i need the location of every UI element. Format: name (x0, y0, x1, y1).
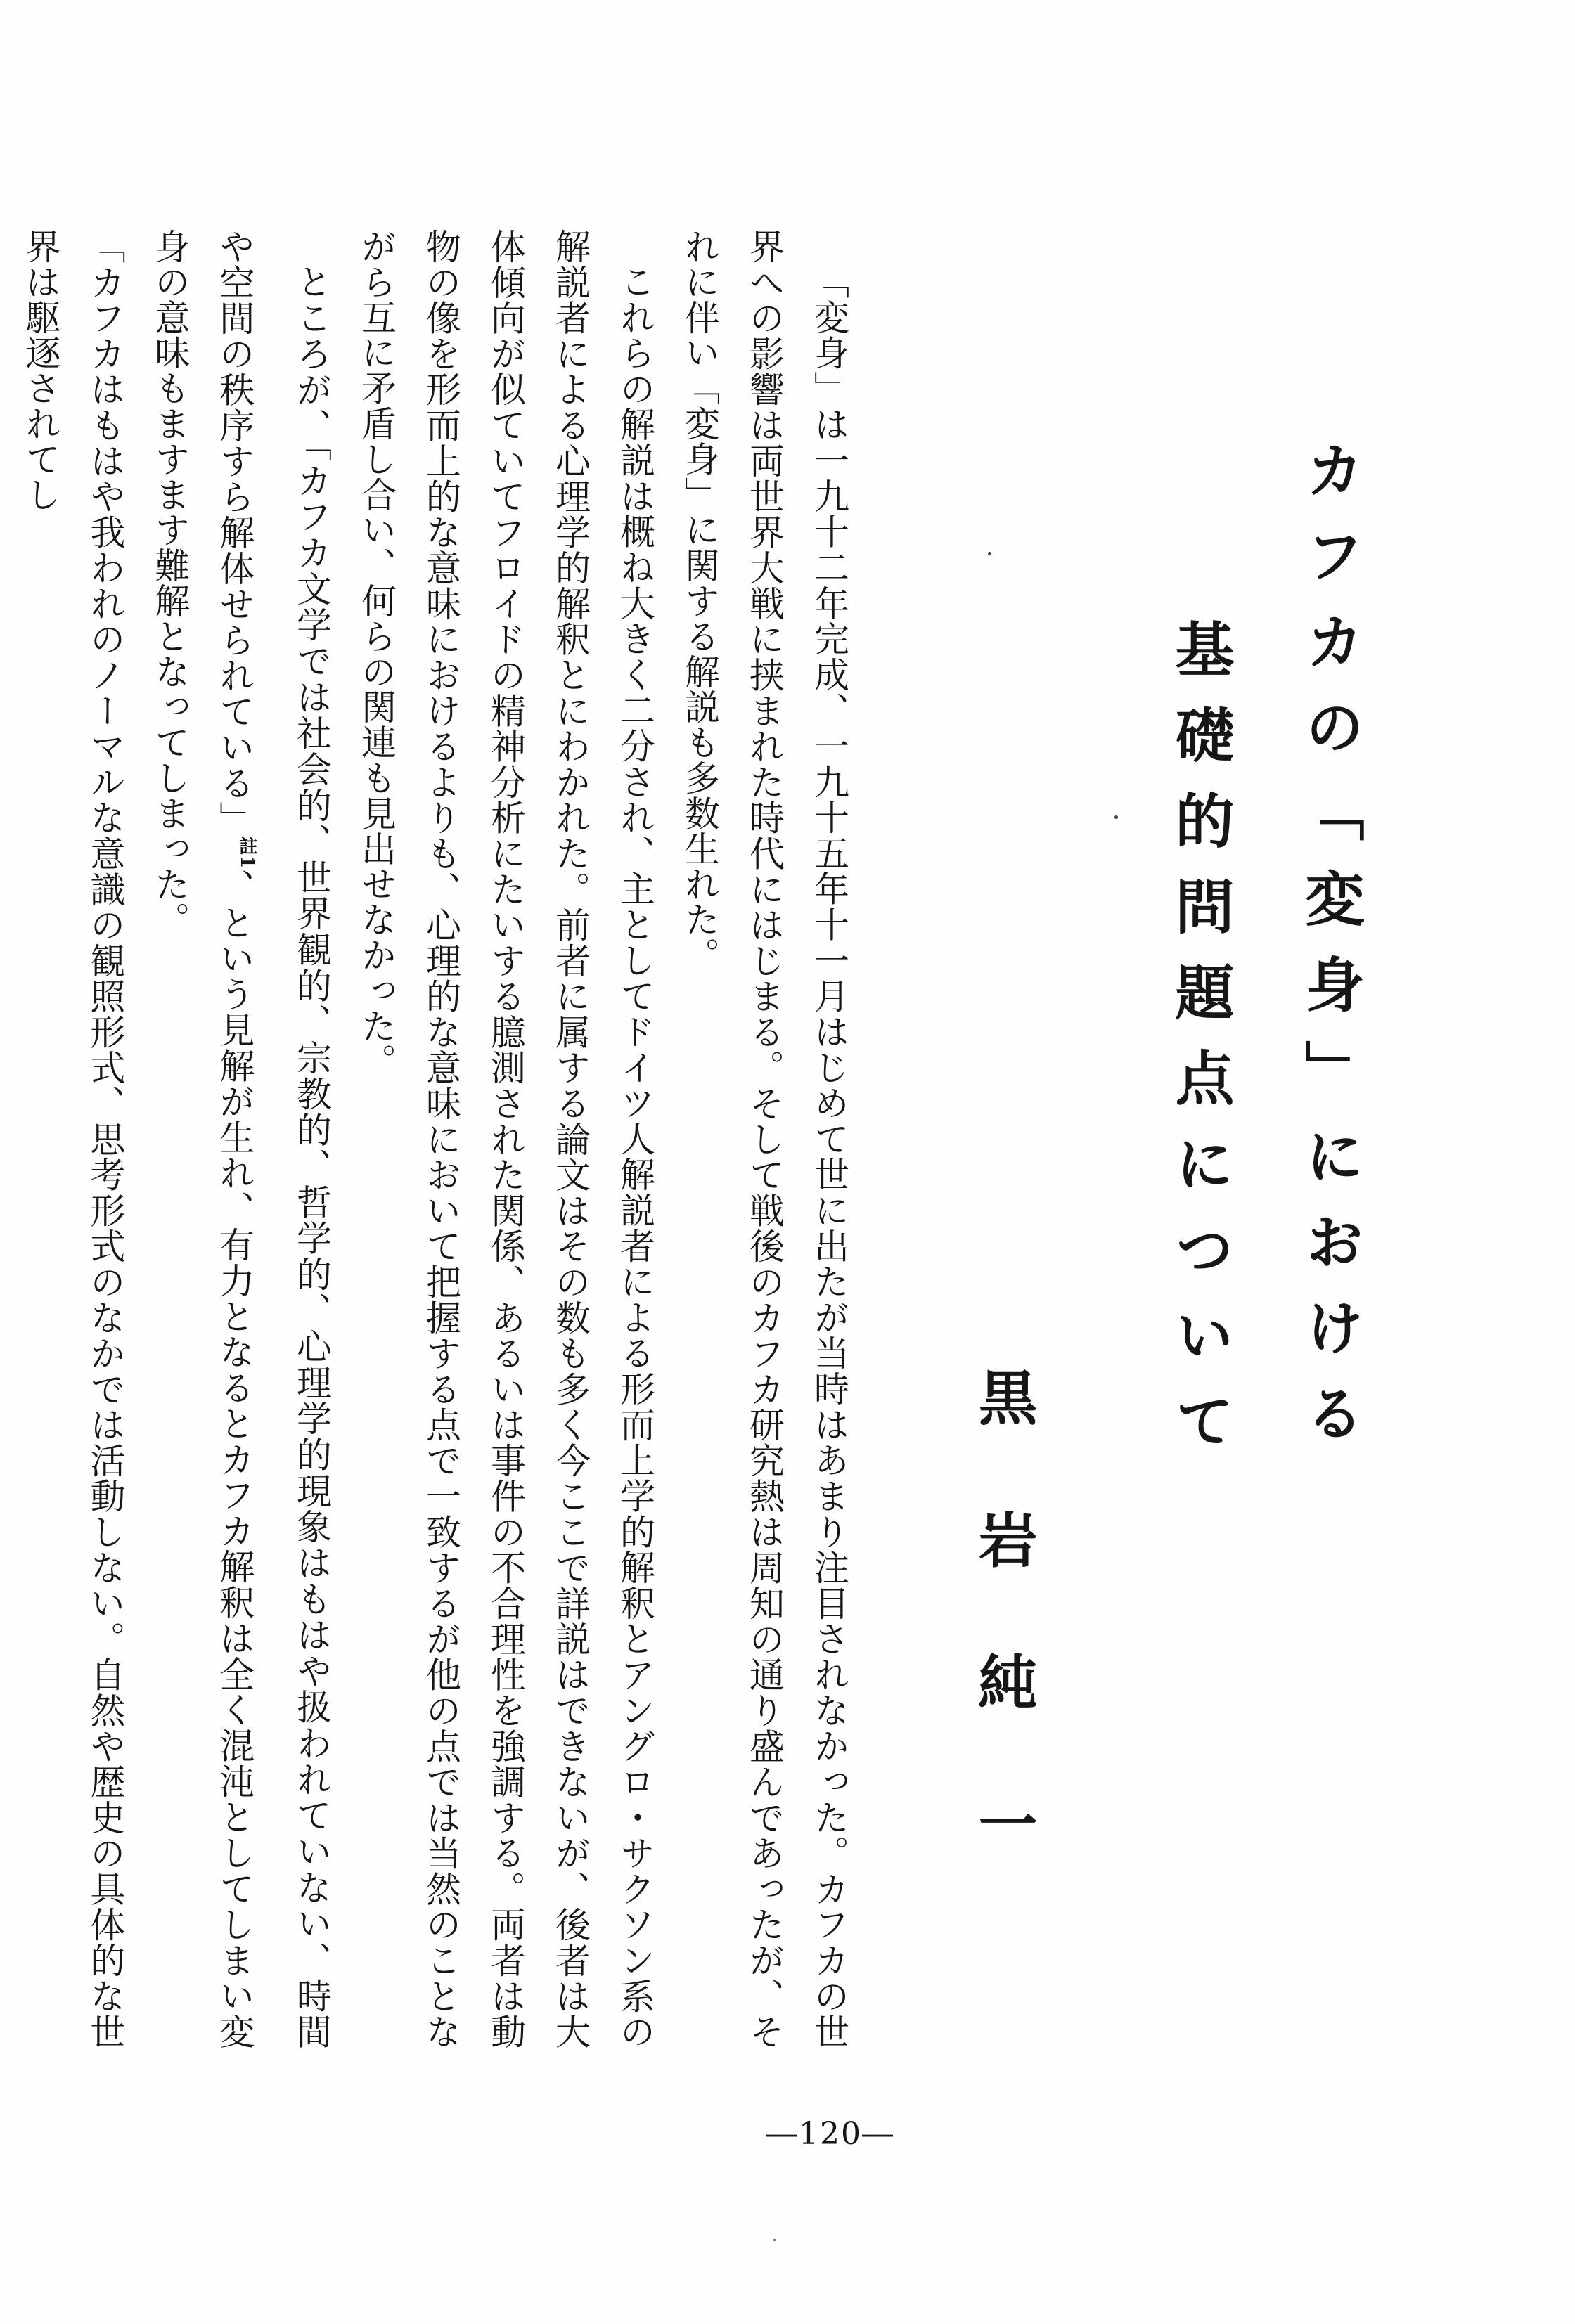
paragraph-3 (137, 228, 344, 2049)
title-line-2: 基礎的問題点について (1166, 619, 1235, 1476)
page-number: ―120― (766, 2116, 894, 2152)
scan-speck (1114, 815, 1118, 819)
footnote-marker: 註1 (236, 837, 257, 869)
scan-speck (988, 552, 991, 555)
paragraph-2: これらの解説は概ね大きく二分され、主としてドイツ人解説者による形而上学的解釈とアングロ・サクソン系の解説者による心理学的解釈とにわかれた。前者に属する論文はその数も多く今ここで詳説はできないが、後者は大体傾向が似ていてフロイドの精神分析にたいする臆測された関係、あるいは事件の不合理性を強調する。両者は動物の像を形而上的な意味におけるよりも、心理的な意味において把握する点で一致するが他の点では当然のことながら互に矛盾し合い、何らの関連も見出せなかった。 (356, 228, 655, 2049)
scan-speck (773, 2239, 776, 2241)
paragraph-3-part-b: 、という見解が生れ、有力となるとカフカ解釈は全く混沌としてしまい変身の意味もますます難解となってしまった。 (149, 228, 255, 2049)
author-name: 黒岩純一 (969, 1367, 1039, 1935)
title-line-1: カフカの「変身」における (1296, 439, 1365, 1468)
paragraph-4: 「カフカはもはや我われのノーマルな意識の観照形式、思考形式のなかでは活動しない。自然や歴史の具体的な世界は駆逐されてし (20, 228, 126, 2049)
body-text (20, 228, 861, 2049)
paragraph-3-part-a: ところが、「カフカ文学では社会的、世界観的、宗教的、哲学的、心理学的現象はもはや扱われていない、時間や空間の秩序すら解体せられている」 (214, 228, 332, 2049)
paragraph-1: 「変身」は一九十二年完成、一九十五年十一月はじめて世に出たが当時はあまり注目されなかった。カフカの世界への影響は両世界大戦に挟まれた時代にはじまる。そして戦後のカフカ研究熱は周知の通り盛んであったが、それに伴い「変身」に関する解説も多数生れた。 (679, 228, 849, 2049)
